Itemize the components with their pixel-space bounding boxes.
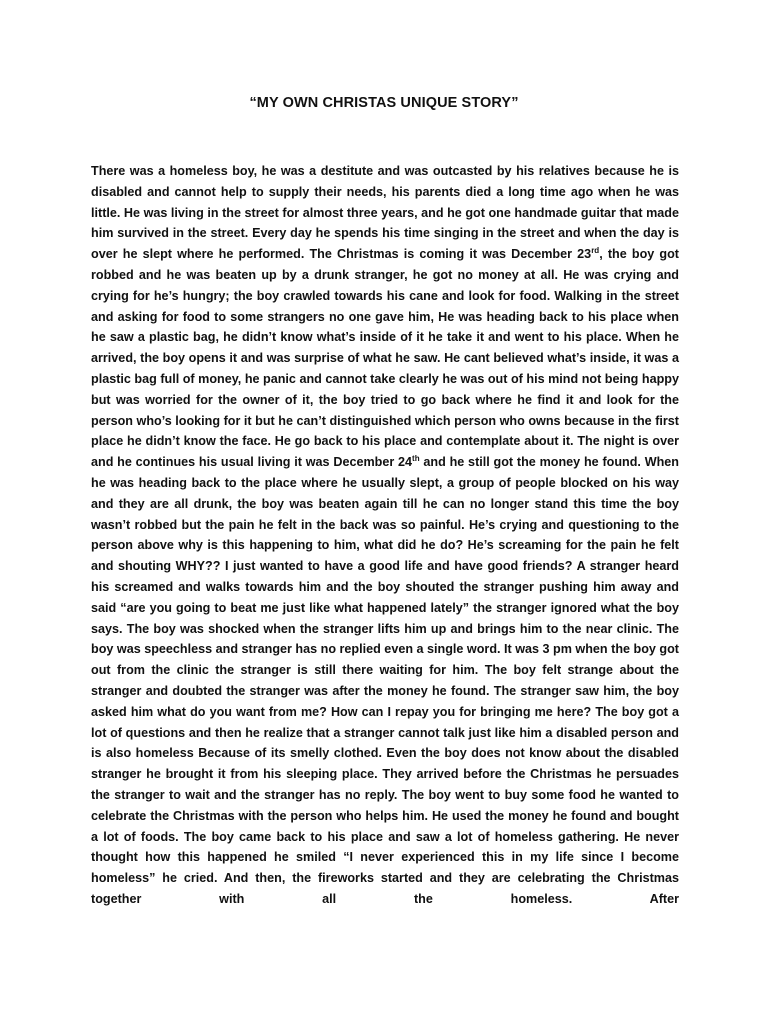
document-title: “MY OWN CHRISTAS UNIQUE STORY” xyxy=(249,95,519,111)
story-text-part-3: and he still got the money he found. When he was heading back to the place where he usually slept, a group of people blocked on his way and they are all drunk, the boy was beaten again till he can no longer stand this time the boy wasn’t robbed but the pain he felt in the back was so painful. He’s crying and questioning to the person above why is this happening to him, what did he do? He’s screaming for the pain he felt and shouting WHY?? I just wanted to have a good life and have good friends? A stranger heard his screamed and walks towards him and the boy shouted the stranger pushing him away and said “are you going to beat me just like what happened lately” the stranger ignored what the boy says. The boy was shocked when the stranger lifts him up and brings him to the near clinic. The boy was speechless and stranger has no replied even a single word. It was 3 pm when the boy got out from the clinic the stranger is still there waiting for him. The boy felt strange about the stranger and doubted the stranger was after the money he found. The stranger saw him, the boy asked him what do you want from me? How can I repay you for bringing me here? The boy got a lot of questions and then he realize that a stranger cannot talk just like him a disabled person and is also homeless Because of its smelly clothed. Even the boy does not know about the disabled stranger he brought it from his sleeping place. They arrived before the Christmas he persuades the stranger to wait and the stranger has no reply. The boy went to buy some food he wanted to celebrate the Christmas with the person who helps him. He used the money he found and bought a lot of foods. The boy came back to his place and saw a lot of homeless gathering. He never thought how this happened he smiled “I never experienced this in my life since I become homeless” he cried. And then, the fireworks started and they are celebrating the Christmas together with all the homeless. After xyxy=(91,455,679,906)
story-text-part-2: , the boy got robbed and he was beaten up by a drunk stranger, he got no money at all. He was crying and crying for he’s hungry; the boy crawled towards his cane and look for food. Walking in the street and asking for food to some strangers no one gave him, He was heading back to his place when he saw a plastic bag, he didn’t know what’s inside of it he take it and went to his place. When he arrived, the boy opens it and was surprise of what he saw. He cant believed what’s inside, it was a plastic bag full of money, he panic and cannot take clearly he was out of his mind not being happy but was worried for the owner of it, the boy tried to go back where he find it and look for the person who’s looking for it but he can’t distinguished which person who owns because in the first place he didn’t know the face. He go back to his place and contemplate about it. The night is over and he continues his usual living it was December 24 xyxy=(91,247,679,470)
ordinal-suffix-th: th xyxy=(412,453,420,463)
ordinal-suffix-rd: rd xyxy=(591,246,600,255)
story-paragraph xyxy=(91,161,679,910)
story-text-part-1: There was a homeless boy, he was a destitute and was outcasted by his relatives because he is disabled and cannot help to supply their needs, his parents died a long time ago when he was little. He was living in the street for almost three years, and he got one handmade guitar that made him survived in the street. Every day he spends his time singing in the street and when the day is over he slept where he performed. The Christmas is coming it was December 23 xyxy=(91,164,679,262)
